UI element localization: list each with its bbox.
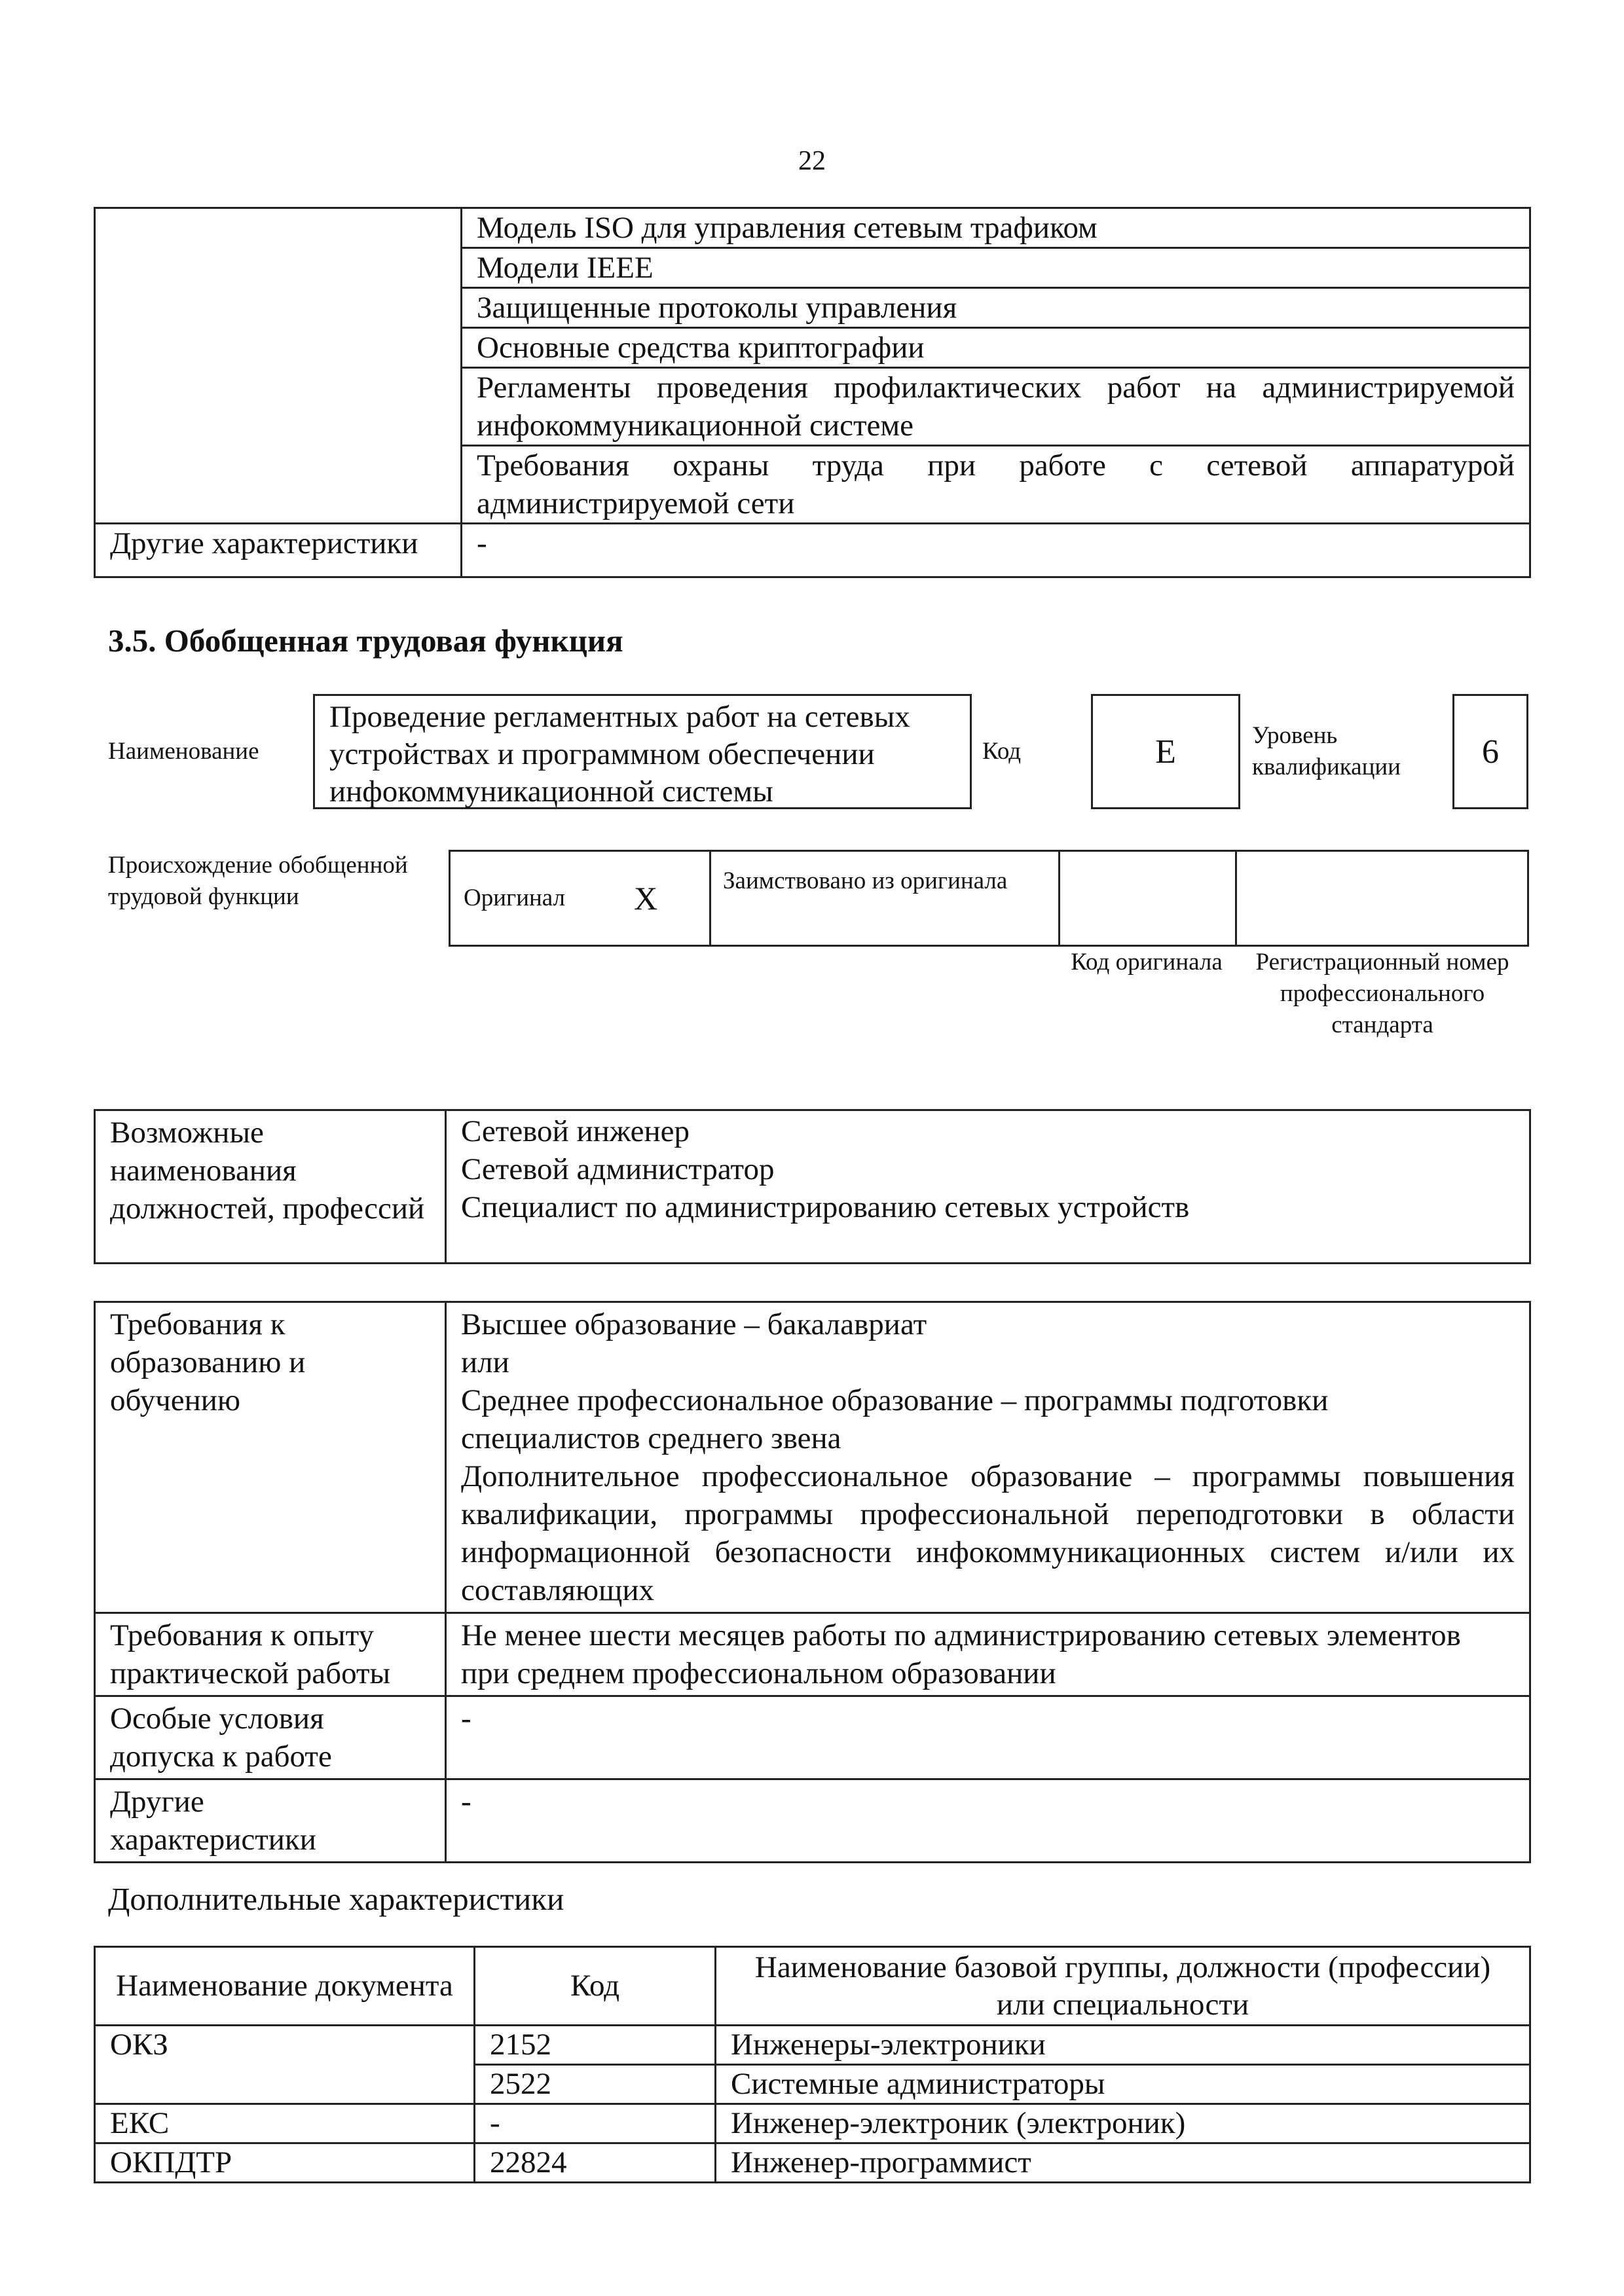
education-values bbox=[446, 1302, 1530, 1613]
position-item: Сетевой инженер bbox=[461, 1114, 690, 1148]
level-value: 6 bbox=[1482, 733, 1499, 771]
level-label: Уровень квалификации bbox=[1252, 722, 1401, 780]
other-label: Другие характеристики bbox=[95, 1779, 446, 1863]
name-label: Наименование bbox=[108, 738, 259, 765]
name-cell: Инженер-электроник (электроник) bbox=[716, 2104, 1530, 2143]
header-document: Наименование документа bbox=[95, 1947, 475, 2026]
level-box bbox=[1452, 694, 1528, 809]
function-name-box bbox=[313, 694, 972, 809]
code-cell: 2152 bbox=[475, 2026, 716, 2065]
code-value: E bbox=[1155, 733, 1176, 771]
code-box bbox=[1091, 694, 1240, 809]
experience-value: Не менее шести месяцев работы по администрированию сетевых элементов при среднем профессиональном образовании bbox=[446, 1613, 1530, 1696]
top-table bbox=[94, 207, 1531, 578]
education-line: или bbox=[461, 1345, 509, 1379]
name-cell: Системные администраторы bbox=[716, 2065, 1530, 2104]
education-line: Среднее профессиональное образование – программы подготовки специалистов среднего звена bbox=[461, 1383, 1329, 1455]
name-cell: Инженер-программист bbox=[716, 2143, 1530, 2183]
name-cell: Инженеры-электроники bbox=[716, 2026, 1530, 2065]
header-code: Код bbox=[475, 1947, 716, 2026]
original-mark: X bbox=[634, 880, 658, 917]
other-characteristics-label: Другие характеристики bbox=[95, 524, 462, 577]
knowledge-item: Модели IEEE bbox=[462, 248, 1530, 288]
position-item: Сетевой администратор bbox=[461, 1152, 775, 1186]
original-label: Оригинал bbox=[464, 884, 566, 911]
borrowed-label: Заимствовано из оригинала bbox=[723, 867, 1008, 894]
knowledge-item: Основные средства криптографии bbox=[462, 328, 1530, 368]
page-number: 22 bbox=[798, 146, 826, 176]
top-table-left-cell bbox=[95, 208, 462, 524]
position-item: Специалист по администрированию сетевых устройств bbox=[461, 1190, 1190, 1224]
function-name: Проведение регламентных работ на сетевых устройствах и программном обеспечении инфокоммуникационной системы bbox=[329, 700, 910, 809]
education-line: Дополнительное профессиональное образование – программы повышения квалификации, программы профессиональной переподготовки в области информационной безопасности инфокоммуникационных систем и/или их составляющих bbox=[461, 1459, 1515, 1607]
origin-divider bbox=[709, 850, 711, 947]
origin-divider bbox=[1235, 850, 1237, 947]
origin-box bbox=[449, 850, 1529, 947]
positions-values bbox=[446, 1110, 1530, 1264]
special-conditions-label: Особые условия допуска к работе bbox=[95, 1696, 446, 1779]
knowledge-item: Требования охраны труда при работе с сетевой аппаратурой администрируемой сети bbox=[462, 446, 1530, 524]
knowledge-item: Модель ISO для управления сетевым трафиком bbox=[462, 208, 1530, 248]
additional-table bbox=[94, 1946, 1531, 2183]
header-name: Наименование базовой группы, должности (профессии) или специальности bbox=[716, 1947, 1530, 2026]
positions-table bbox=[94, 1109, 1531, 1264]
doc-cell: ОКПДТР bbox=[95, 2143, 475, 2183]
doc-cell: ОКЗ bbox=[95, 2026, 475, 2104]
other-characteristics-value: - bbox=[462, 524, 1530, 577]
reg-number-caption: Регистрационный номер профессионального стандарта bbox=[1255, 949, 1509, 1038]
knowledge-item: Регламенты проведения профилактических работ на администрируемой инфокоммуникационной системе bbox=[462, 368, 1530, 446]
code-cell: 2522 bbox=[475, 2065, 716, 2104]
code-label: Код bbox=[982, 738, 1022, 765]
experience-label: Требования к опыту практической работы bbox=[95, 1613, 446, 1696]
code-original-caption: Код оригинала bbox=[1071, 949, 1223, 975]
positions-label: Возможные наименования должностей, профессий bbox=[95, 1110, 446, 1264]
origin-divider bbox=[1058, 850, 1060, 947]
knowledge-item: Защищенные протоколы управления bbox=[462, 288, 1530, 328]
additional-title: Дополнительные характеристики bbox=[108, 1881, 564, 1917]
doc-cell: ЕКС bbox=[95, 2104, 475, 2143]
code-cell: - bbox=[475, 2104, 716, 2143]
special-conditions-value: - bbox=[446, 1696, 1530, 1779]
education-line: Высшее образование – бакалавриат bbox=[461, 1307, 927, 1341]
code-cell: 22824 bbox=[475, 2143, 716, 2183]
section-title: 3.5. Обобщенная трудовая функция bbox=[108, 623, 623, 659]
requirements-table bbox=[94, 1301, 1531, 1863]
other-value: - bbox=[446, 1779, 1530, 1863]
origin-label: Происхождение обобщенной трудовой функции bbox=[108, 852, 408, 910]
education-label: Требования к образованию и обучению bbox=[95, 1302, 446, 1613]
